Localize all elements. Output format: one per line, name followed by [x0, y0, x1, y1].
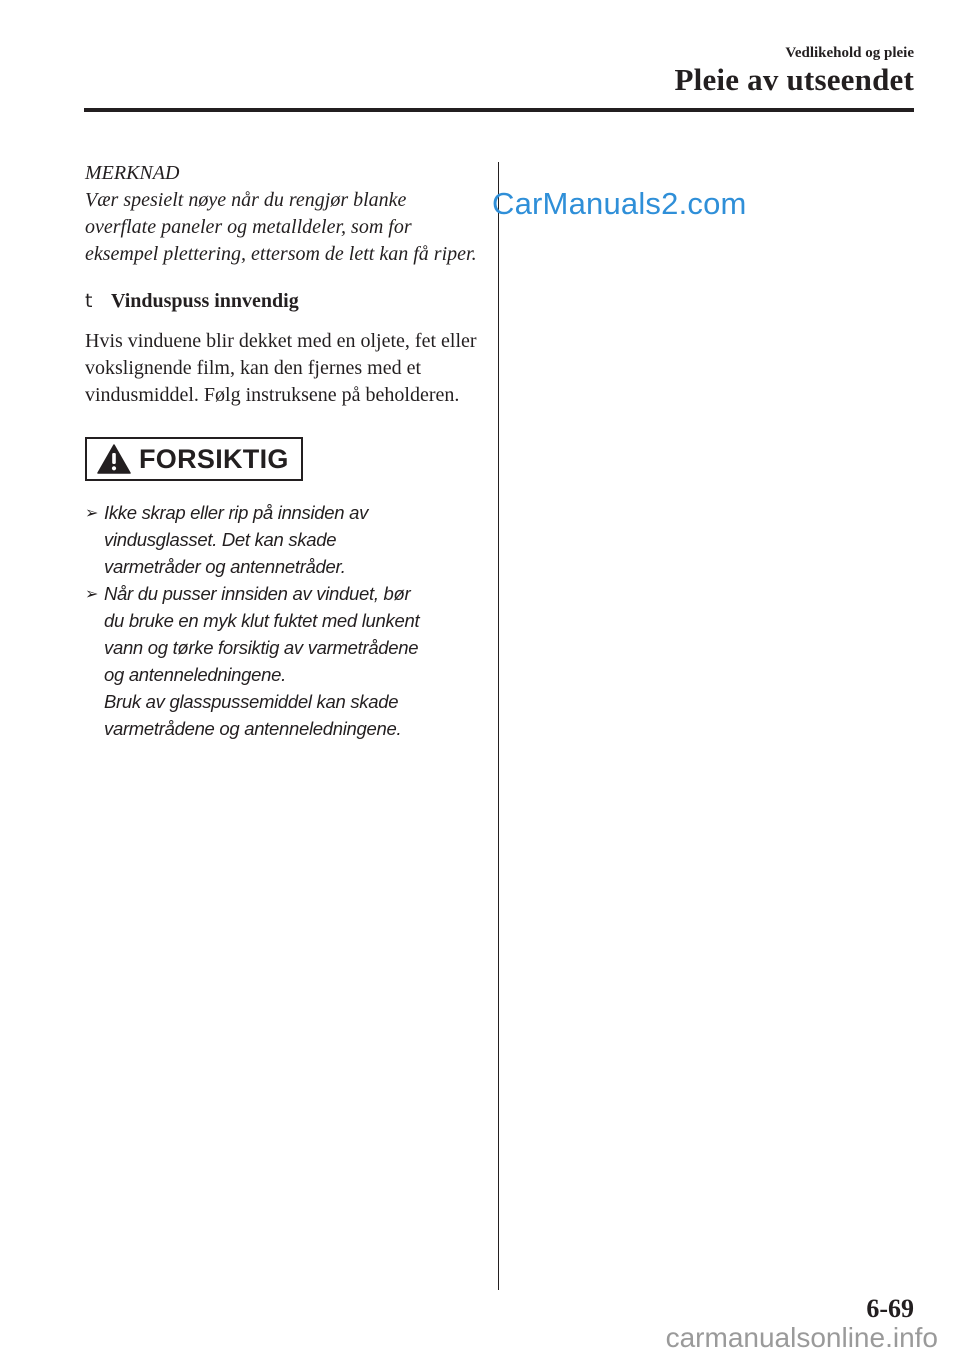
header-section-title: Vedlikehold og pleie: [785, 45, 914, 61]
caution-item-line: og antenneledningene.: [104, 664, 286, 685]
column-divider: [498, 162, 499, 1290]
caution-label: FORSIKTIG: [139, 443, 289, 474]
caution-item: [85, 499, 480, 580]
warning-triangle-icon: [97, 444, 131, 474]
note-title: MERKNAD: [85, 162, 180, 184]
caution-item-line: Ikke skrap eller rip på innsiden av: [104, 502, 369, 523]
arrow-bullet-icon: ➢: [85, 503, 99, 522]
caution-list: [85, 499, 480, 742]
section-heading-text: Vinduspuss innvendig: [111, 290, 299, 312]
caution-item-line: vann og tørke forsiktig av varmetrådene: [104, 637, 419, 658]
note-text: Vær spesielt nøye når du rengjør blanke overflate paneler og metalldeler, som for eksempel plettering, ettersom de lett kan få riper.: [85, 189, 477, 265]
arrow-bullet-icon: ➢: [85, 584, 99, 603]
page-number: 6-69: [866, 1294, 914, 1323]
caution-item: [85, 580, 480, 742]
caution-item-line: vindusglasset. Det kan skade: [104, 529, 337, 550]
caution-badge: [85, 437, 303, 481]
caution-item-line: du bruke en myk klut fuktet med lunkent: [104, 610, 420, 631]
section-heading: [85, 288, 480, 314]
header-divider: [84, 108, 914, 112]
caution-item-line: varmetrådene og antenneledningene.: [104, 718, 402, 739]
caution-item-line: Når du pusser innsiden av vinduet, bør: [104, 583, 411, 604]
watermark-link[interactable]: CarManuals2.com: [492, 186, 747, 221]
page-title: Pleie av utseendet: [674, 62, 914, 97]
section-marker-icon: t: [85, 290, 93, 312]
section-body-text: Hvis vinduene blir dekket med en oljete, fet eller vokslignende film, kan den fjernes med et vindusmiddel. Følg instruksene på beholderen.: [85, 330, 477, 406]
caution-item-line: Bruk av glasspussemiddel kan skade: [104, 691, 399, 712]
note-block: [85, 160, 480, 268]
caution-item-line: varmetråder og antennetråder.: [104, 556, 346, 577]
left-column: [85, 160, 480, 742]
footer-watermark-link[interactable]: carmanualsonline.info: [665, 1322, 938, 1353]
